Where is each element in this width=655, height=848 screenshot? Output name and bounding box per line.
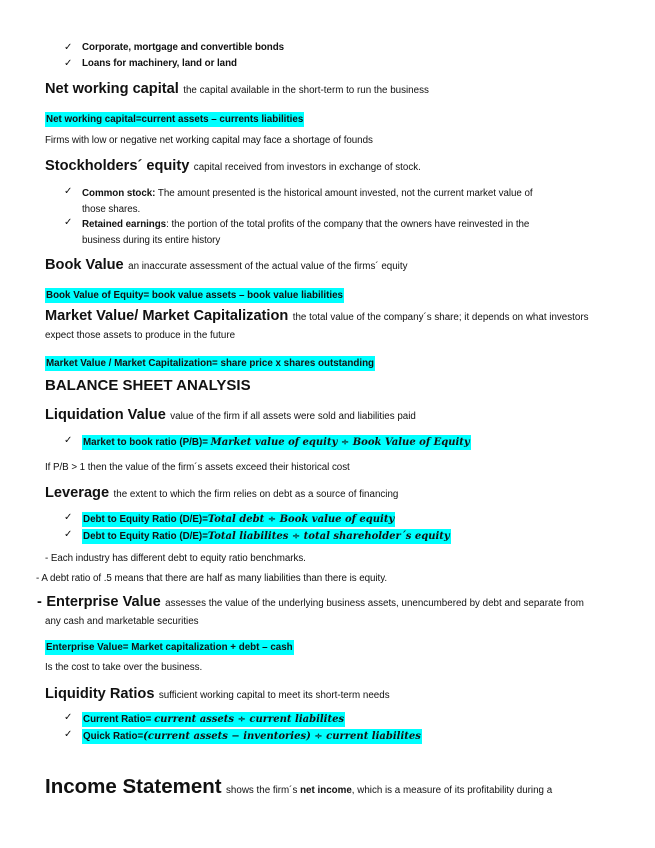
term: Enterprise Value [46, 594, 161, 610]
income-heading [45, 775, 641, 799]
check-icon: ✓ [64, 435, 73, 446]
nwc-heading [45, 80, 641, 98]
enterprise-formula [45, 637, 641, 655]
check-icon: ✓ [64, 186, 73, 197]
highlighted-formula: Net working capital=current assets – currents liabilities [46, 114, 304, 125]
check-icon: ✓ [64, 712, 73, 723]
highlighted-formula: Market to book ratio (P/B)= Market value of equity ÷ Book Value of Equity [83, 437, 470, 448]
dash: - [37, 594, 42, 610]
liquidation-heading [45, 406, 641, 424]
enterprise-note: Is the cost to take over the business. [45, 662, 203, 673]
highlighted-formula: Book Value of Equity= book value assets – book value liabilities [46, 290, 343, 301]
equity-heading [45, 157, 641, 175]
enterprise-heading [37, 594, 641, 630]
term-description: the total value of the company´s share; it depends on what investors [292, 312, 589, 323]
list-item [64, 58, 641, 69]
highlighted-formula: Quick Ratio=(current assets − inventories) ÷ current liabilites [83, 731, 421, 742]
term-description: the capital available in the short-term to run the business [183, 85, 429, 96]
highlighted-formula: Debt to Equity Ratio (D/E)=Total debt ÷ Book value of equity [83, 514, 395, 525]
term-description: shows the firm´s net income, which is a measure of its profitability during a [226, 785, 553, 796]
list-item [64, 435, 641, 450]
liquidity-heading [45, 685, 641, 703]
section-title: BALANCE SHEET ANALYSIS [45, 377, 251, 394]
check-icon: ✓ [64, 58, 73, 69]
term: Leverage [45, 485, 110, 501]
term: Income Statement [45, 775, 222, 798]
check-icon: ✓ [64, 217, 73, 228]
term-description: value of the firm if all assets were sold and liabilities paid [170, 411, 416, 422]
term: Stockholders´ equity [45, 158, 190, 174]
term-description: assesses the value of the underlying business assets, unencumbered by debt and separate from [165, 598, 584, 609]
list-item [64, 217, 641, 249]
list-item [64, 42, 641, 53]
term-description-cont: any cash and marketable securities [45, 616, 199, 627]
list-item [64, 729, 641, 744]
check-icon: ✓ [64, 529, 73, 540]
leverage-note: - A debt ratio of .5 means that there are half as many liabilities than there is equity. [36, 573, 388, 584]
book-value-heading [45, 256, 641, 274]
nwc-formula [45, 109, 641, 127]
leverage-heading [45, 484, 641, 502]
term-description: an inaccurate assessment of the actual value of the firms´ equity [128, 261, 408, 272]
term-description-cont: expect those assets to produce in the future [45, 330, 236, 341]
bullet-text: Corporate, mortgage and convertible bonds [82, 42, 285, 53]
term-description: capital received from investors in exchange of stock. [193, 162, 421, 173]
book-value-formula [45, 285, 641, 303]
highlighted-formula: Enterprise Value= Market capitalization + debt – cash [46, 642, 293, 653]
bullet-text: Loans for machinery, land or land [82, 58, 237, 69]
list-item [64, 529, 641, 544]
check-icon: ✓ [64, 42, 73, 53]
market-value-formula [45, 353, 641, 371]
market-value-heading [45, 308, 641, 344]
term-description: sufficient working capital to meet its short-term needs [158, 690, 390, 701]
highlighted-formula: Market Value / Market Capitalization= share price x shares outstanding [46, 358, 375, 369]
check-icon: ✓ [64, 512, 73, 523]
highlighted-formula: Debt to Equity Ratio (D/E)=Total liabilites ÷ total shareholder´s equity [83, 531, 450, 542]
liquidation-note: If P/B > 1 then the value of the firm´s assets exceed their historical cost [45, 462, 350, 473]
nwc-note: Firms with low or negative net working capital may face a shortage of founds [45, 135, 373, 146]
term: Book Value [45, 257, 124, 273]
list-item [64, 186, 641, 218]
list-item [64, 712, 641, 727]
term-description: the extent to which the firm relies on debt as a source of financing [113, 489, 399, 500]
highlighted-formula: Current Ratio= current assets ÷ current liabilites [83, 714, 345, 725]
term: Liquidation Value [45, 407, 166, 423]
list-item [64, 512, 641, 527]
term: Liquidity Ratios [45, 686, 155, 702]
bullet-text: Retained earnings: the portion of the total profits of the company that the owners have reinvested in the business during its entire history [82, 219, 530, 246]
term: Market Value/ Market Capitalization [45, 308, 289, 324]
check-icon: ✓ [64, 729, 73, 740]
bullet-text: Common stock: The amount presented is the historical amount invested, not the current market value of those shares. [82, 188, 533, 215]
leverage-note: - Each industry has different debt to equity ratio benchmarks. [45, 553, 306, 564]
term: Net working capital [45, 81, 179, 97]
